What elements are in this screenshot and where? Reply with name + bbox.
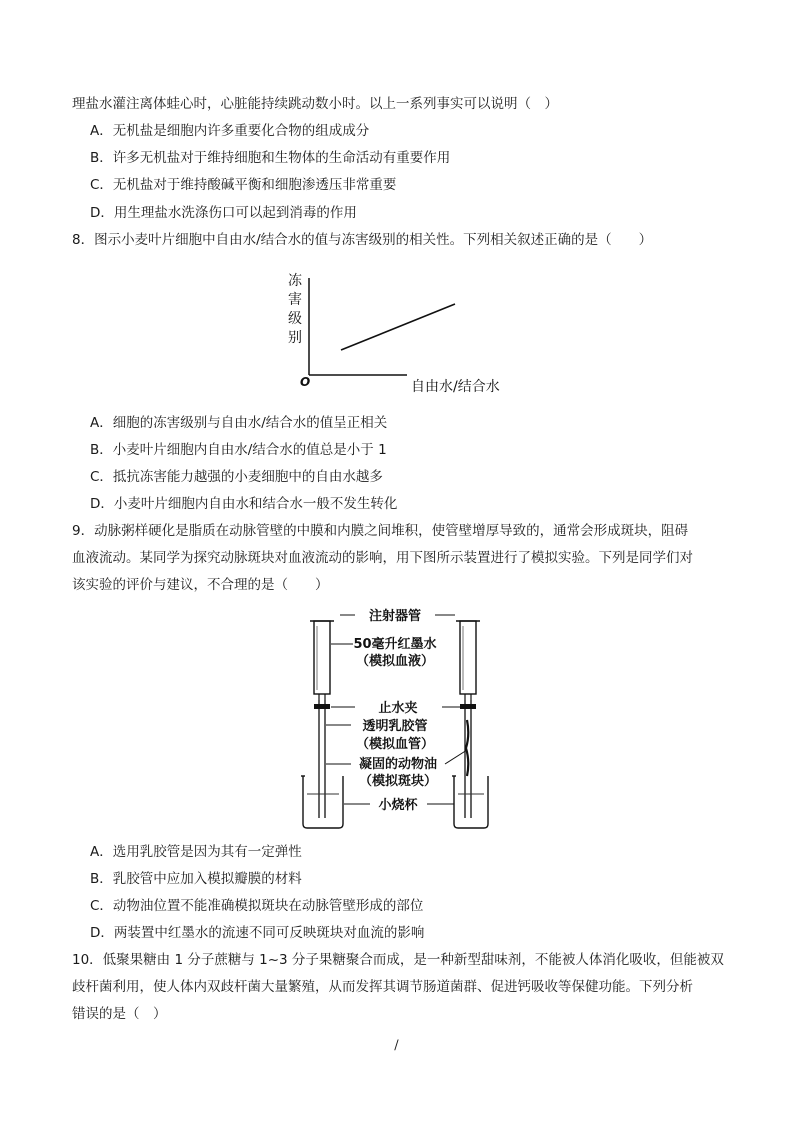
q8-y-label-char: 冻	[288, 273, 302, 289]
q8-option-a: A．细胞的冻害级别与自由水/结合水的值呈正相关	[90, 415, 388, 431]
q10-stem-line-1: 10．低聚果糖由 1 分子蔗糖与 1~3 分子果糖聚合而成，是一种新型甜味剂，不能被人体消化吸收，但能被双	[72, 952, 724, 968]
label-latex-tube: 透明乳胶管	[362, 719, 428, 734]
q7-option-b: B．许多无机盐对于维持细胞和生物体的生命活动有重要作用	[90, 150, 451, 166]
label-simulate-blood: （模拟血液）	[355, 654, 435, 669]
left-beaker	[303, 776, 343, 828]
right-clamp	[460, 704, 476, 709]
q8-correlation-line	[341, 304, 455, 350]
q9-stem-line-1: 9．动脉粥样硬化是脂质在动脉管壁的中膜和内膜之间堆积，使管壁增厚导致的，通常会形成斑块，阻碍	[72, 523, 689, 539]
left-clamp	[314, 704, 330, 709]
page-footer-mark: /	[394, 1038, 399, 1053]
q10-stem-line-3: 错误的是（ ）	[72, 1006, 167, 1022]
q8-option-b: B．小麦叶片细胞内自由水/结合水的值总是小于 1	[90, 442, 387, 458]
label-simulate-plaque: （模拟斑块）	[358, 774, 438, 789]
q8-y-label-char: 害	[288, 292, 302, 308]
q7-option-c: C．无机盐对于维持酸碱平衡和细胞渗透压非常重要	[90, 177, 397, 193]
q8-option-c: C．抵抗冻害能力越强的小麦细胞中的自由水越多	[90, 469, 383, 485]
q8-correlation-graph	[285, 268, 525, 403]
q8-option-d: D．小麦叶片细胞内自由水和结合水一般不发生转化	[90, 496, 398, 512]
q8-origin-label: O	[300, 375, 311, 389]
q8-stem: 8．图示小麦叶片细胞中自由水/结合水的值与冻害级别的相关性。下列相关叙述正确的是（ ）	[72, 232, 653, 248]
q7-option-a: A．无机盐是细胞内许多重要化合物的组成成分	[90, 123, 370, 139]
label-simulate-vessel: （模拟血管）	[355, 737, 435, 752]
animal-fat-plaque	[466, 720, 468, 776]
q9-option-c: C．动物油位置不能准确模拟斑块在动脉管壁形成的部位	[90, 898, 424, 914]
q9-stem-line-3: 该实验的评价与建议，不合理的是（ ）	[72, 577, 329, 593]
label-syringe: 注射器管	[368, 609, 422, 624]
label-water-clamp: 止水夹	[378, 701, 418, 716]
q9-option-a: A．选用乳胶管是因为其有一定弹性	[90, 844, 302, 860]
right-apparatus	[452, 621, 488, 828]
q9-apparatus-diagram	[295, 600, 510, 832]
left-syringe-barrel	[314, 621, 330, 694]
label-red-ink: 50毫升红墨水	[353, 637, 437, 652]
q10-stem-line-2: 歧杆菌利用，使人体内双歧杆菌大量繁殖，从而发挥其调节肠道菌群、促进钙吸收等保健功能。下列分析	[72, 979, 693, 995]
q8-y-label-char: 级	[288, 311, 302, 327]
label-animal-fat: 凝固的动物油	[358, 757, 438, 772]
q9-stem-line-2: 血液流动。某同学为探究动脉斑块对血液流动的影响，用下图所示装置进行了模拟实验。下列是同学们对	[72, 550, 693, 566]
q7-option-d: D．用生理盐水洗涤伤口可以起到消毒的作用	[90, 205, 357, 221]
label-small-beaker: 小烧杯	[378, 798, 418, 813]
right-syringe-barrel	[460, 621, 476, 694]
q7-stem-tail: 理盐水灌注离体蛙心时，心脏能持续跳动数小时。以上一系列事实可以说明（ ）	[72, 96, 558, 112]
q9-option-d: D．两装置中红墨水的流速不同可反映斑块对血流的影响	[90, 925, 425, 941]
q8-x-label: 自由水/结合水	[411, 379, 500, 395]
q8-y-label-char: 别	[288, 330, 302, 346]
q9-option-b: B．乳胶管中应加入模拟瓣膜的材料	[90, 871, 302, 887]
